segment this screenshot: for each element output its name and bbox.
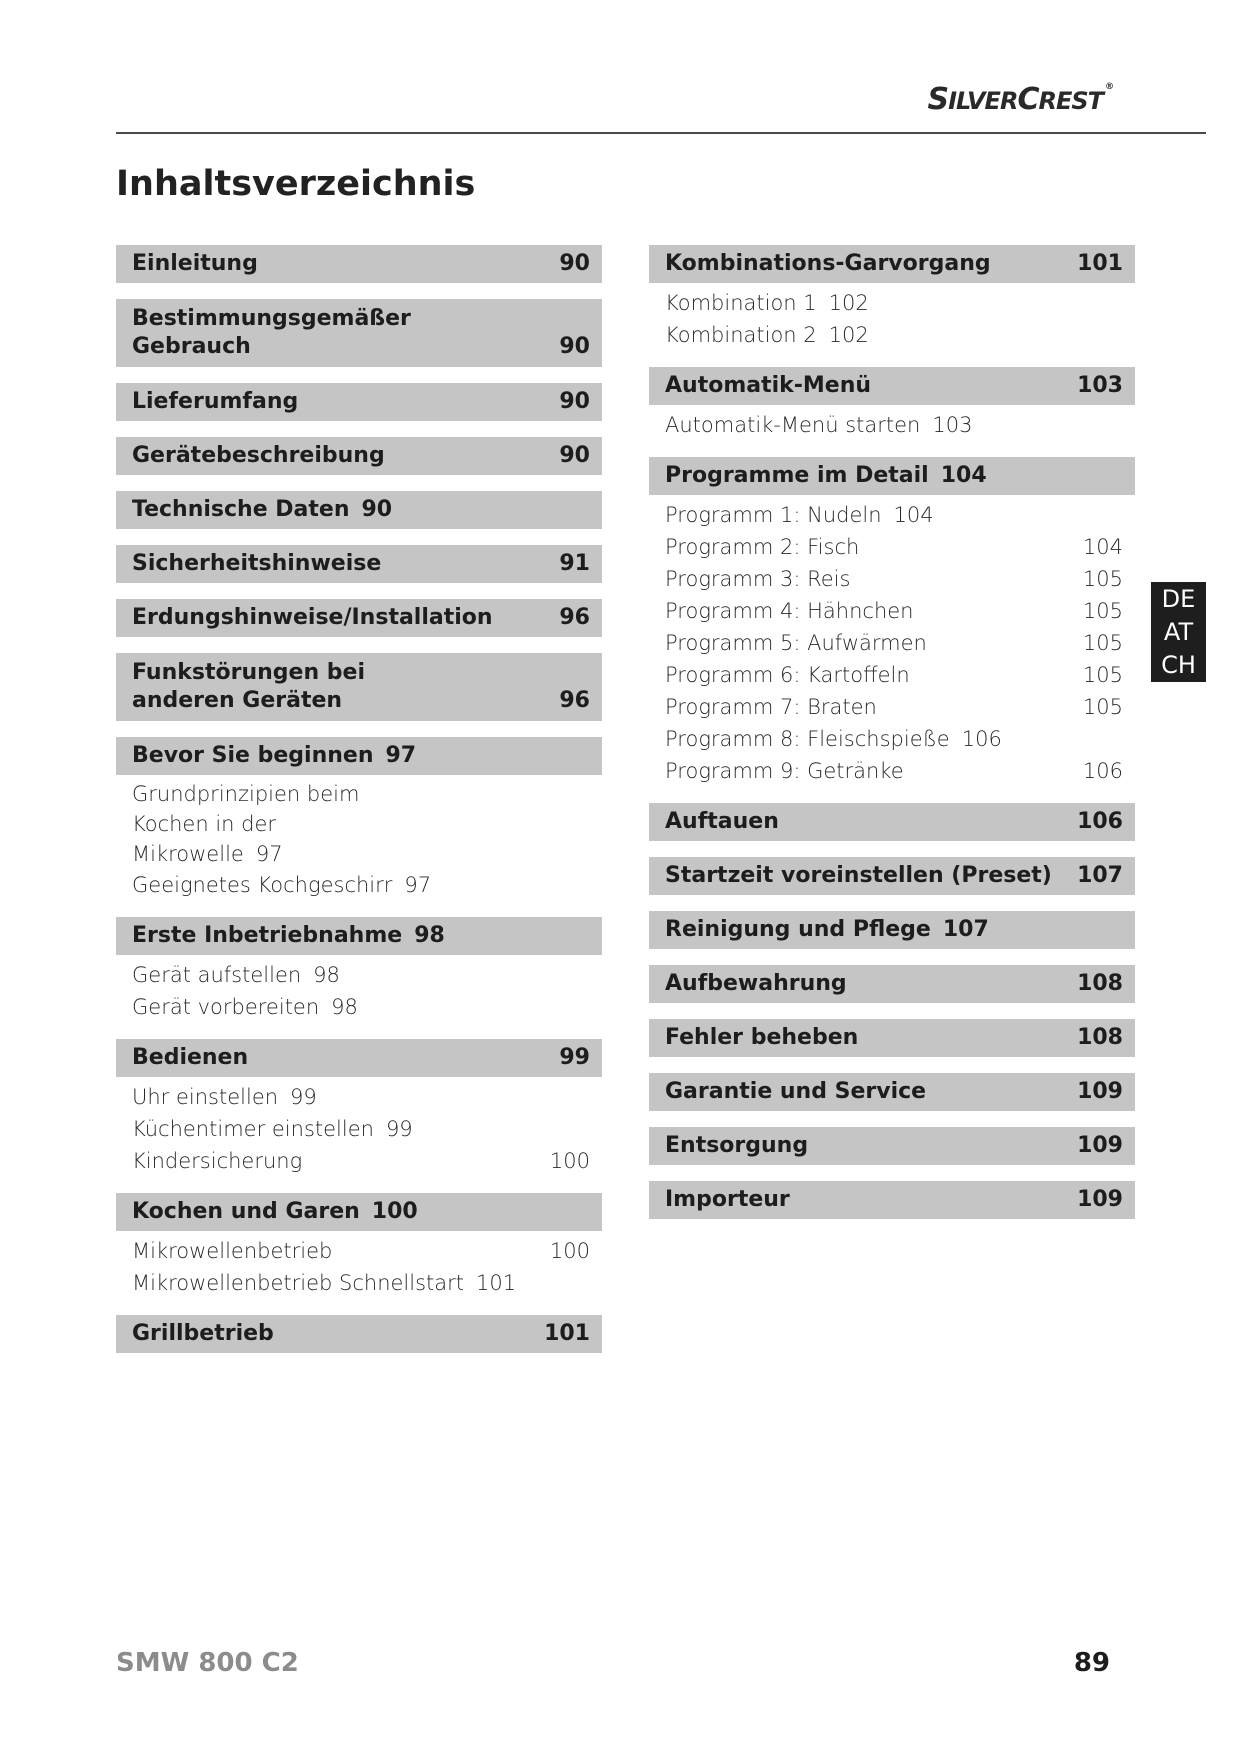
toc-entry[interactable] [116,1193,602,1231]
toc-entry-page: 106 [1077,809,1123,834]
toc-subentry-page: 105 [1082,663,1123,687]
toc-entry[interactable] [116,653,602,721]
toc-subentry-page: 106 [961,727,1002,751]
toc-entry[interactable] [649,1073,1135,1111]
toc-entry[interactable] [116,299,602,367]
toc-subentry[interactable] [132,1235,590,1267]
toc-entry-page: 96 [559,605,590,630]
toc-subentry[interactable] [665,627,1123,659]
toc-subentry-page: 99 [290,1085,317,1109]
toc-subentry-page: 103 [932,413,973,437]
toc-entry-label: Auftauen [665,809,779,834]
toc-entry-label: Funkstörungen bei anderen Geräten [132,660,365,713]
toc-subentry[interactable] [665,563,1123,595]
toc-entry-label: Erdungshinweise/Installation [132,605,493,630]
toc-entry-label: Grillbetrieb [132,1321,274,1346]
toc-subentry[interactable] [665,691,1123,723]
toc-subentry[interactable] [665,409,1123,441]
toc-entry-page: 109 [1077,1079,1123,1104]
toc-section [116,599,602,637]
toc-entry-label: Automatik-Menü [665,373,872,398]
toc-entry-page: 108 [1077,1025,1123,1050]
toc-entry-label: Erste Inbetriebnahme [132,923,403,948]
toc-section [649,457,1135,787]
toc-entry-label: Kochen und Garen [132,1199,360,1224]
toc-entry-label: Bedienen [132,1045,249,1070]
toc-entry-label: Lieferumfang [132,389,299,414]
toc-subentry-label: Programm 5: Aufwärmen [665,631,927,655]
toc-section [649,803,1135,841]
toc-subentry-label: Küchentimer einstellen [132,1117,374,1141]
toc-subentry-label: Programm 1: Nudeln [665,503,882,527]
toc-entry[interactable] [116,383,602,421]
language-tab [1151,582,1206,682]
toc-entry[interactable] [116,491,602,529]
language-de: DE [1161,584,1196,613]
toc-entry[interactable] [649,857,1135,895]
toc-section [116,1193,602,1299]
toc-column-right [649,245,1135,1235]
toc-entry-page: 108 [1077,971,1123,996]
toc-entry-page: 97 [385,743,417,768]
toc-subentry[interactable] [132,991,590,1023]
toc-section [116,737,602,901]
toc-subentry-page: 99 [385,1117,413,1141]
toc-section [649,1181,1135,1219]
toc-entry[interactable] [649,1181,1135,1219]
toc-subentry-label: Kombination 1 [665,291,817,315]
toc-subentry[interactable] [132,1081,590,1113]
toc-subentry-page: 97 [255,842,283,866]
toc-entry[interactable] [116,1039,602,1077]
toc-section [649,857,1135,895]
toc-entry-page: 100 [371,1199,418,1224]
toc-subentry[interactable] [132,1113,590,1145]
toc-subentry-label: Programm 4: Hähnchen [665,599,914,623]
toc-subentry-label: Mikrowellenbetrieb Schnellstart [132,1271,465,1295]
toc-entry-label: Entsorgung [665,1133,809,1158]
toc-subentry[interactable] [132,1145,590,1177]
header-rule [116,132,1206,134]
toc-subentry[interactable] [132,869,590,901]
toc-entry[interactable] [649,245,1135,283]
toc-subentry[interactable] [665,287,1123,319]
toc-entry-label: Einleitung [132,251,258,276]
toc-subentry-label: Kombination 2 [665,323,817,347]
toc-entry-page: 101 [544,1321,590,1346]
toc-entry-page: 90 [559,443,590,468]
toc-entry[interactable] [116,599,602,637]
toc-entry[interactable] [649,457,1135,495]
toc-entry[interactable] [649,911,1135,949]
toc-entry[interactable] [649,1127,1135,1165]
toc-subentry-label: Programm 2: Fisch [665,535,860,559]
toc-subentry[interactable] [665,659,1123,691]
toc-entry[interactable] [649,803,1135,841]
toc-entry-label: Fehler beheben [665,1025,859,1050]
toc-section [116,653,602,721]
toc-entry-page: 90 [559,251,590,276]
toc-subentry-label: Kindersicherung [132,1149,303,1173]
page-title: Inhaltsverzeichnis [116,164,476,204]
toc-section [649,1127,1135,1165]
toc-subentry-page: 105 [1082,599,1123,623]
toc-subentry-label: Geeignetes Kochgeschirr [132,873,393,897]
toc-entry[interactable] [116,245,602,283]
toc-section [649,911,1135,949]
toc-entry[interactable] [116,437,602,475]
toc-entry[interactable] [649,367,1135,405]
toc-entry-label: Importeur [665,1187,790,1212]
toc-entry-page: 109 [1077,1187,1123,1212]
toc-subentry-page: 104 [893,503,934,527]
toc-subentry-page: 100 [549,1149,590,1173]
toc-subentries [116,1077,602,1177]
toc-section [116,917,602,1023]
toc-subentry[interactable] [132,779,590,869]
toc-entry-page: 104 [940,463,987,488]
toc-entry-label: Kombinations-Garvorgang [665,251,991,276]
toc-subentry[interactable] [665,755,1123,787]
toc-section [116,245,602,283]
toc-section [649,245,1135,351]
toc-subentry[interactable] [665,319,1123,351]
toc-column-left [116,245,602,1369]
toc-subentry-label: Programm 6: Kartoffeln [665,663,910,687]
toc-subentry-label: Automatik-Menü starten [665,413,921,437]
toc-subentries [116,1231,602,1299]
brand-logo: SILVERCREST ® [927,82,1113,117]
toc-subentry[interactable] [665,499,1123,531]
toc-entry-page: 107 [942,917,989,942]
toc-section [116,299,602,367]
toc-entry-label: Bevor Sie beginnen [132,743,374,768]
toc-subentries [649,495,1135,787]
toc-section [116,437,602,475]
toc-entry-page: 109 [1077,1133,1123,1158]
toc-subentry-page: 101 [476,1271,517,1295]
toc-subentry-label: Programm 3: Reis [665,567,851,591]
toc-entry-page: 98 [414,923,445,948]
toc-subentry-page: 102 [828,323,869,347]
toc-entry-label: Bestimmungsgemäßer Gebrauch [132,306,411,359]
toc-subentry-page: 104 [1082,535,1123,559]
toc-entry-page: 101 [1077,251,1123,276]
toc-section [649,1073,1135,1111]
toc-subentries [116,955,602,1023]
toc-section [116,491,602,529]
toc-subentry-page: 98 [331,995,358,1019]
language-ch: CH [1161,650,1196,679]
toc-subentry-label: Mikrowellenbetrieb [132,1239,333,1263]
toc-subentry-page: 105 [1082,567,1123,591]
toc-entry-page: 103 [1077,373,1123,398]
toc-entry[interactable] [116,545,602,583]
language-at: AT [1163,617,1194,646]
toc-subentry-label: Programm 7: Braten [665,695,877,719]
toc-section [116,1315,602,1353]
toc-subentry[interactable] [665,531,1123,563]
toc-subentry-page: 105 [1082,631,1123,655]
toc-section [116,1039,602,1177]
toc-section [649,367,1135,441]
toc-entry[interactable] [649,965,1135,1003]
toc-entry-page: 99 [559,1045,590,1070]
toc-entry-label: Aufbewahrung [665,971,847,996]
footer-model: SMW 800 C2 [116,1648,299,1678]
toc-subentry-page: 98 [313,963,340,987]
toc-subentry[interactable] [132,1267,590,1299]
toc-entry-label: Garantie und Service [665,1079,927,1104]
toc-entry-label: Reinigung und Pflege [665,917,931,942]
toc-subentry[interactable] [132,959,590,991]
toc-subentry-page: 102 [828,291,869,315]
toc-entry-label: Programme im Detail [665,463,929,488]
toc-subentry-label: Programm 9: Getränke [665,759,904,783]
toc-entry-label: Sicherheitshinweise [132,551,382,576]
toc-entry-page: 90 [559,389,590,414]
toc-entry[interactable] [116,1315,602,1353]
toc-section [116,383,602,421]
toc-entry-label: Startzeit voreinstellen (Preset) [665,863,1052,888]
toc-entry[interactable] [116,917,602,955]
toc-subentry-label: Gerät vorbereiten [132,995,320,1019]
toc-entry-page: 107 [1077,863,1123,888]
toc-subentry-page: 97 [404,873,432,897]
toc-subentries [116,775,602,901]
toc-section [116,545,602,583]
toc-section [649,965,1135,1003]
footer-page-number: 89 [1073,1648,1110,1678]
toc-subentry[interactable] [665,595,1123,627]
toc-entry-page: 90 [361,497,393,522]
toc-subentry-label: Programm 8: Fleischspieße [665,727,950,751]
toc-entry-page: 90 [559,334,590,359]
toc-entry-label: Technische Daten [132,497,350,522]
toc-entry-page: 96 [559,688,590,713]
toc-subentries [649,405,1135,441]
toc-subentry-page: 105 [1082,695,1123,719]
toc-subentry-label: Grundprinzipien beim Kochen in der Mikrowelle [132,782,360,866]
toc-subentry-page: 106 [1082,759,1123,783]
toc-section [649,1019,1135,1057]
toc-entry-label: Gerätebeschreibung [132,443,385,468]
toc-entry[interactable] [649,1019,1135,1057]
toc-subentry-page: 100 [549,1239,590,1263]
toc-subentry-label: Gerät aufstellen [132,963,302,987]
toc-entry-page: 91 [559,551,590,576]
toc-subentry-label: Uhr einstellen [132,1085,279,1109]
toc-entry[interactable] [116,737,602,775]
toc-subentry[interactable] [665,723,1123,755]
toc-subentries [649,283,1135,351]
